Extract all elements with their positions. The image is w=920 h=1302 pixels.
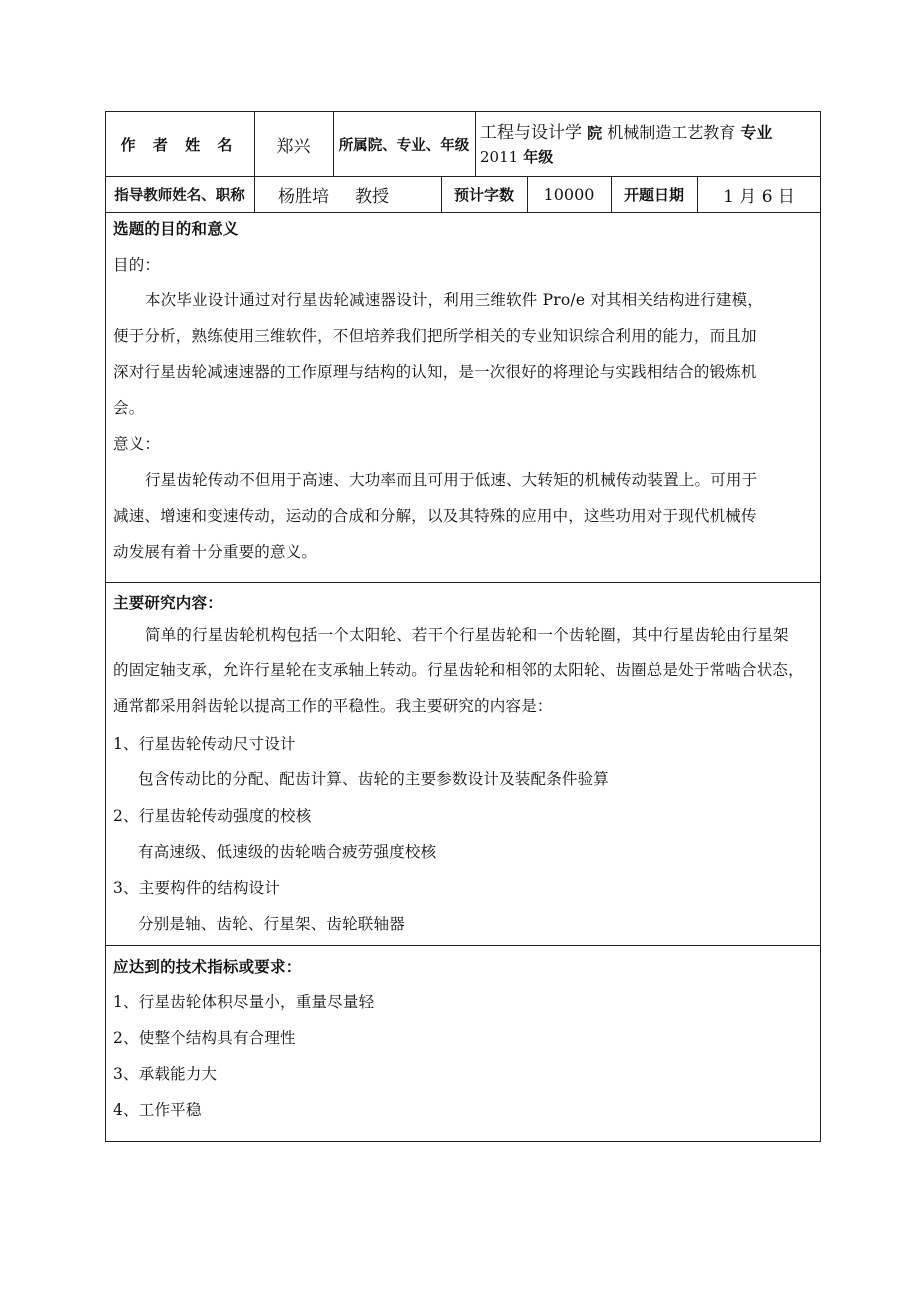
dept-college-suffix: 院 <box>587 124 603 142</box>
row-divider <box>105 582 821 583</box>
dept-label: 所属院、专业、年级 <box>338 137 470 154</box>
date-label: 开题日期 <box>623 186 684 204</box>
research-item-detail: 包含传动比的分配、配齿计算、齿轮的主要参数设计及装配条件验算 <box>138 770 610 788</box>
research-intro-line: 简单的行星齿轮机构包括一个太阳轮、若干个行星齿轮和一个齿轮圈，其中行星齿轮由行星架 <box>145 626 789 644</box>
dept-major: 机械制造工艺教育 <box>607 123 736 142</box>
meaning-label: 意义： <box>113 435 161 453</box>
research-item-title: 2、行星齿轮传动强度的校核 <box>113 807 312 825</box>
author-label: 作 者 姓 名 <box>120 135 239 154</box>
dept-year-suffix: 年级 <box>523 148 554 166</box>
requirement-item: 2、使整个结构具有合理性 <box>113 1029 296 1047</box>
advisor-value <box>254 176 441 213</box>
research-item-detail: 有高速级、低速级的齿轮啮合疲劳强度校核 <box>138 843 437 861</box>
meaning-line: 动发展有着十分重要的意义。 <box>113 543 318 561</box>
requirements-heading: 应达到的技术指标或要求： <box>113 958 302 976</box>
research-item-title: 3、主要构件的结构设计 <box>113 879 281 897</box>
research-heading: 主要研究内容： <box>113 594 223 612</box>
requirement-item: 4、工作平稳 <box>113 1101 202 1119</box>
row-divider <box>105 945 821 946</box>
dept-college: 工程与设计学 <box>480 123 582 143</box>
requirement-item: 1、行星齿轮体积尽量小，重量尽量轻 <box>113 993 375 1011</box>
requirement-item: 3、承载能力大 <box>113 1065 218 1083</box>
research-intro-line: 通常都采用斜齿轮以提高工作的平稳性。我主要研究的内容是： <box>113 697 553 715</box>
research-intro-line: 的固定轴支承，允许行星轮在支承轴上转动。行星齿轮和相邻的太阳轮、齿圈总是处于常啮合状态， <box>113 661 804 679</box>
dept-major-suffix: 专业 <box>740 123 773 142</box>
purpose-heading: 选题的目的和意义 <box>113 220 239 238</box>
wordcount-value: 10000 <box>543 185 595 204</box>
meaning-line: 减速、增速和变速传动，运动的合成和分解，以及其特殊的应用中，这些功用对于现代机械传 <box>113 507 757 525</box>
advisor-name: 杨胜培 <box>278 187 329 207</box>
research-item-title: 1、行星齿轮传动尺寸设计 <box>113 735 296 753</box>
purpose-line: 会。 <box>113 399 145 417</box>
author-name: 郑兴 <box>276 136 311 157</box>
dept-year: 2011 <box>480 148 519 166</box>
advisor-title: 教授 <box>355 187 389 207</box>
wordcount-label: 预计字数 <box>453 186 514 204</box>
col-divider <box>475 111 476 177</box>
purpose-line: 便于分析，熟练使用三维软件，不但培养我们把所学相关的专业知识综合利用的能力，而且加 <box>113 327 757 345</box>
purpose-label: 目的： <box>113 256 161 274</box>
purpose-line: 深对行星齿轮减速速器的工作原理与结构的认知，是一次很好的将理论与实践相结合的锻炼机 <box>113 363 757 381</box>
date-value: 1 月 6 日 <box>723 187 795 207</box>
meaning-line: 行星齿轮传动不但用于高速、大功率而且可用于低速、大转矩的机械传动装置上。可用于 <box>145 471 758 489</box>
advisor-label: 指导教师姓名、职称 <box>114 188 245 204</box>
dept-value <box>480 121 818 171</box>
research-item-detail: 分别是轴、齿轮、行星架、齿轮联轴器 <box>138 915 405 933</box>
purpose-line: 本次毕业设计通过对行星齿轮减速器设计，利用三维软件 Pro/e 对其相关结构进行建模， <box>145 291 764 309</box>
